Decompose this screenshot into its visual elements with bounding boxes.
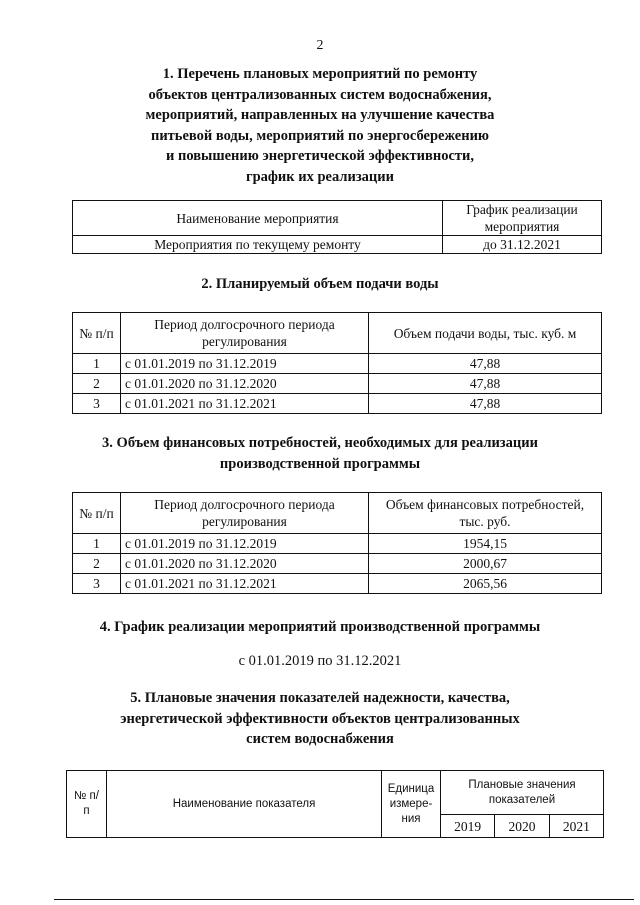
header-cell: Период долгосрочного периода регулирования [121,313,369,354]
table-header-row [73,313,602,354]
section2-title: 2. Планируемый объем подачи воды [201,276,439,292]
table-cell: до 31.12.2021 [443,236,602,254]
section1-title-line: объектов централизованных систем водоснабжения, [148,86,492,103]
table-cell: с 01.01.2020 по 31.12.2020 [121,374,369,394]
header-cell-unit: Единица измере-ния [382,771,441,838]
table-cell: с 01.01.2021 по 31.12.2021 [121,394,369,414]
header-cell: Объем финансовых потребностей, тыс. руб. [369,493,602,534]
header-cell: № п/п [73,313,121,354]
table-cell: 47,88 [369,354,602,374]
table-cell: 3 [73,394,121,414]
indicators-table [66,770,604,838]
section1-title [0,64,640,187]
header-cell: № п/п [73,493,121,534]
header-cell: Период долгосрочного периода регулирования [121,493,369,534]
table-cell: 1 [73,534,121,554]
table-row [73,236,602,254]
table-cell: 2065,56 [369,574,602,594]
table-cell: 2000,67 [369,554,602,574]
table-cell: с 01.01.2019 по 31.12.2019 [121,354,369,374]
header-cell: Объем подачи воды, тыс. куб. м [369,313,602,354]
water-volume-table [72,312,602,414]
section4-title: 4. График реализации мероприятий производственной программы [99,619,541,635]
table-cell: 2 [73,374,121,394]
section5-title-line: 5. Плановые значения показателей надежности, качества, [130,690,510,706]
header-cell-year: 2021 [549,815,603,838]
table-cell: 47,88 [369,374,602,394]
activities-table [72,200,602,254]
section1-title-line: мероприятий, направленных на улучшение качества [145,107,495,123]
table-cell: 1 [73,354,121,374]
section3-title-line: 3. Объем финансовых потребностей, необходимых для реализации [102,435,538,451]
table-cell: Мероприятия по текущему ремонту [73,236,443,254]
header-cell-name: Наименование показателя [107,771,382,838]
table-row [73,534,602,554]
financial-needs-table [72,492,602,594]
section5-title-line: систем водоснабжения [246,731,394,747]
section1-title-line: и повышению энергетической эффективности, [166,148,474,164]
table-row [73,374,602,394]
header-cell: Наименование мероприятия [73,201,443,236]
table-cell: с 01.01.2019 по 31.12.2019 [121,534,369,554]
section5-title [0,688,640,750]
table-cell: 2 [73,554,121,574]
section3-title-line: производственной программы [219,455,421,472]
section1-title-line: 1. Перечень плановых мероприятий по ремонту [162,66,478,82]
header-cell-year: 2020 [495,815,549,838]
table-header-row [67,771,604,815]
header-cell-year: 2019 [441,815,495,838]
table-cell: с 01.01.2020 по 31.12.2020 [121,554,369,574]
table-cell: 1954,15 [369,534,602,554]
header-cell-planned: Плановые значения показателей [441,771,604,815]
table-row [73,394,602,414]
table-continuation-line [54,899,634,900]
header-cell-num: № п/п [67,771,107,838]
table-row [73,354,602,374]
table-row [73,574,602,594]
table-cell: 3 [73,574,121,594]
table-row [73,554,602,574]
section4-period: с 01.01.2019 по 31.12.2021 [238,653,402,669]
table-header-row [73,201,602,236]
section3-title [0,433,640,474]
table-cell: 47,88 [369,394,602,414]
table-header-row [73,493,602,534]
page-number: 2 [316,38,324,53]
section1-title-line: питьевой воды, мероприятий по энергосбережению [150,127,490,144]
header-cell: График реализации мероприятия [443,201,602,236]
section1-title-line: график их реализации [245,168,394,185]
section5-title-line: энергетической эффективности объектов централизованных [120,710,520,727]
table-cell: с 01.01.2021 по 31.12.2021 [121,574,369,594]
